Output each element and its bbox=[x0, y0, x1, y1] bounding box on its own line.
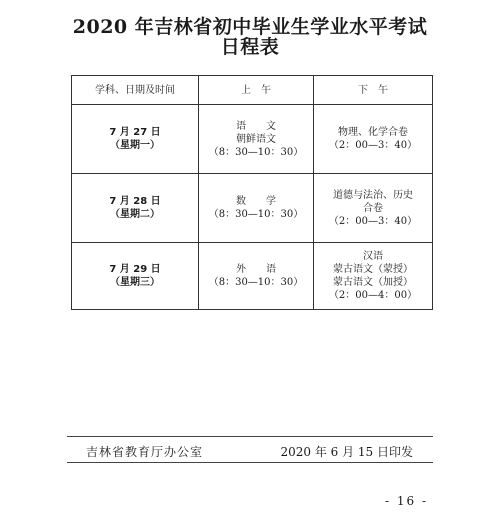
exam-schedule-table bbox=[71, 75, 433, 310]
table-row bbox=[72, 174, 433, 243]
morning-time: （8：30—10：30） bbox=[208, 146, 304, 158]
page-number: - 16 - bbox=[384, 494, 428, 508]
date-cell bbox=[72, 105, 199, 174]
afternoon-subject: 道德与法治、历史 bbox=[333, 189, 413, 201]
afternoon-cell bbox=[314, 174, 433, 243]
document-title: 2020 年吉林省初中毕业生学业水平考试 bbox=[72, 16, 428, 38]
exam-date: 7 月 29 日 bbox=[109, 264, 161, 275]
date-cell bbox=[72, 243, 199, 310]
exam-date: 7 月 27 日 bbox=[109, 127, 161, 138]
morning-time: （8：30—10：30） bbox=[208, 277, 304, 288]
morning-subject: 语 文 bbox=[236, 120, 276, 132]
afternoon-time: （2：00—3：40） bbox=[328, 215, 418, 227]
afternoon-subject: 物理、化学合卷 bbox=[338, 127, 408, 138]
afternoon-cell bbox=[314, 243, 433, 310]
afternoon-subject: 蒙古语文（加授） bbox=[333, 277, 413, 288]
afternoon-subject: 汉语 bbox=[363, 251, 383, 262]
footer-top-rule bbox=[67, 436, 433, 437]
exam-weekday: （星期一） bbox=[110, 140, 160, 151]
afternoon-subject: 合卷 bbox=[363, 202, 383, 214]
issue-date: 2020 年 6 月 15 日印发 bbox=[280, 445, 413, 459]
morning-subject: 朝鲜语文 bbox=[236, 133, 276, 145]
header-morning: 上 午 bbox=[199, 76, 314, 105]
morning-cell bbox=[199, 243, 314, 310]
footer-bottom-rule bbox=[67, 462, 433, 463]
afternoon-time: （2：00—4：00） bbox=[328, 290, 418, 301]
morning-cell bbox=[199, 174, 314, 243]
afternoon-cell bbox=[314, 105, 433, 174]
morning-subject: 数 学 bbox=[236, 196, 276, 207]
issuer: 吉林省教育厅办公室 bbox=[86, 445, 204, 459]
table-row bbox=[72, 243, 433, 310]
exam-date: 7 月 28 日 bbox=[109, 196, 161, 207]
exam-weekday: （星期三） bbox=[110, 277, 160, 288]
table-header-row bbox=[72, 76, 433, 105]
exam-weekday: （星期二） bbox=[110, 209, 160, 220]
morning-time: （8：30—10：30） bbox=[208, 209, 304, 220]
table-row bbox=[72, 105, 433, 174]
afternoon-time: （2：00—3：40） bbox=[328, 140, 418, 151]
afternoon-subject: 蒙古语文（蒙授） bbox=[333, 264, 413, 275]
document-subtitle: 日程表 bbox=[220, 36, 280, 58]
header-subject-date-time: 学科、日期及时间 bbox=[72, 76, 199, 105]
date-cell bbox=[72, 174, 199, 243]
header-afternoon: 下 午 bbox=[314, 76, 433, 105]
morning-subject: 外 语 bbox=[236, 264, 276, 275]
morning-cell bbox=[199, 105, 314, 174]
